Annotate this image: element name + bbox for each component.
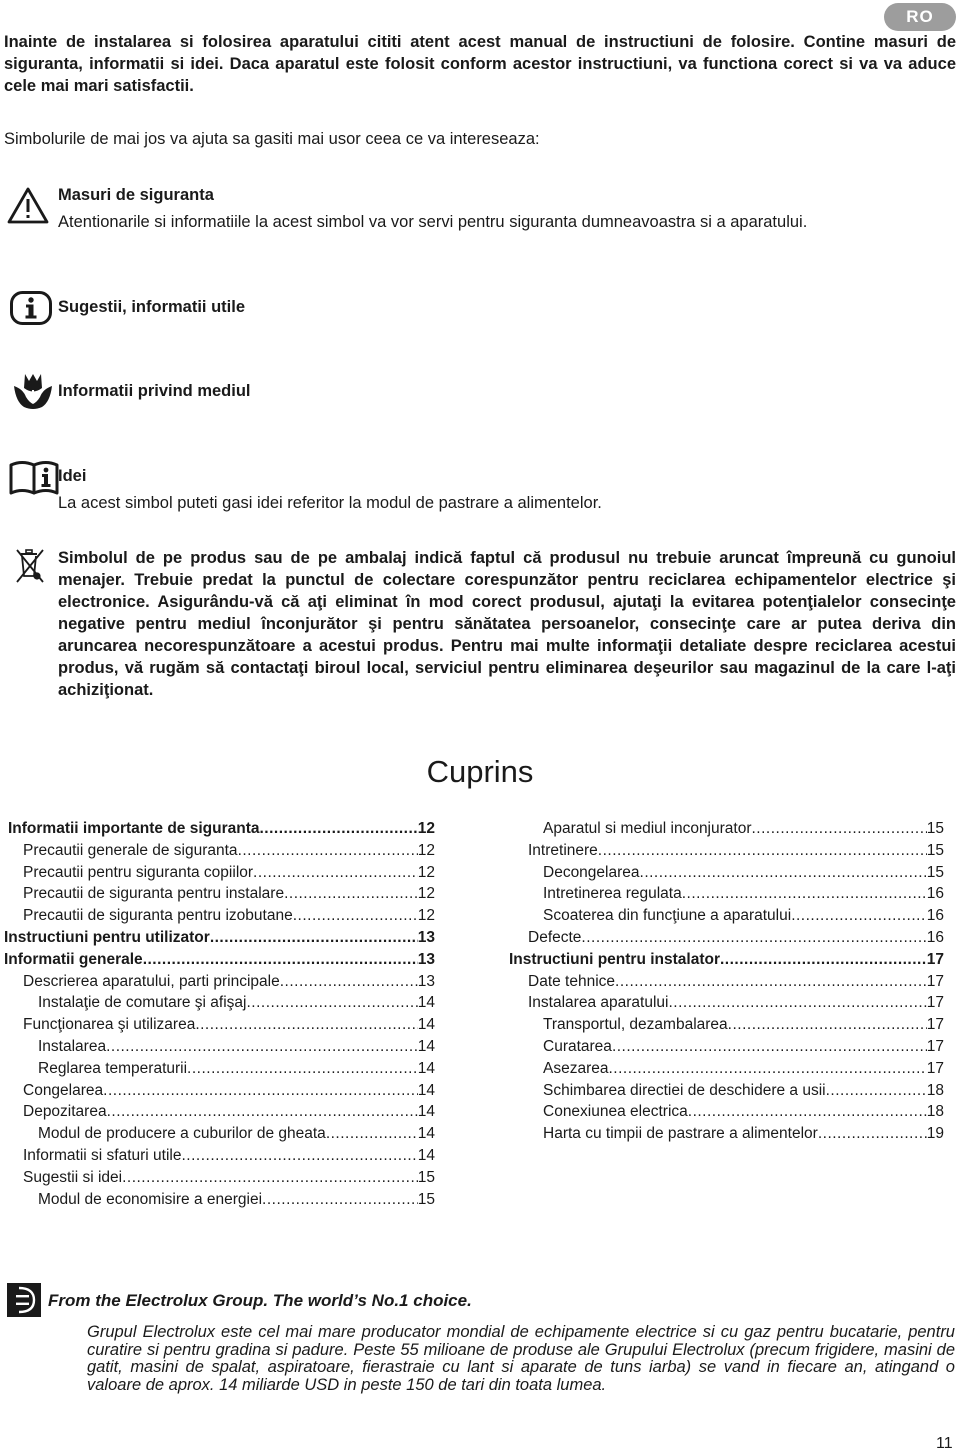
toc-leader-dots <box>107 1101 418 1123</box>
ideas-title: Idei <box>58 467 87 485</box>
toc-entry-label: Modul de economisire a energiei <box>38 1190 263 1208</box>
toc-entry-label: Intretinerea regulata <box>543 885 682 903</box>
toc-entry <box>509 971 944 993</box>
intro-paragraph: Inainte de instalarea si folosirea aparatului cititi atent acest manual de instructiuni de folosire. Contine masuri de siguranta, informatii si idei. Daca aparatul este folosit conform acestor instructiuni, va functiona corect si va va aduce cele mai mari satisfactii. <box>4 33 956 95</box>
toc-entry-label: Decongelarea <box>543 863 640 881</box>
toc-entry-page: 14 <box>417 1103 435 1121</box>
toc-entry-page: 15 <box>926 820 944 837</box>
toc-entry-page: 15 <box>926 863 944 881</box>
toc-entry-page: 16 <box>926 928 944 946</box>
toc-entry-page: 15 <box>417 1190 435 1208</box>
toc-entry <box>4 971 435 993</box>
toc-entry-page: 17 <box>926 950 944 968</box>
toc-entry <box>4 1101 435 1123</box>
toc-entry-page: 13 <box>417 972 435 990</box>
toc-entry-page: 16 <box>926 907 944 925</box>
toc-entry-label: Curatarea <box>543 1037 612 1055</box>
toc-entry <box>4 927 435 949</box>
toc-entry-page: 19 <box>926 1125 944 1143</box>
toc-entry-label: Asezarea <box>543 1059 609 1077</box>
toc-entry <box>4 883 435 905</box>
toc-leader-dots <box>791 905 927 927</box>
toc-entry-page: 17 <box>926 1016 944 1034</box>
toc-entry-label: Precautii pentru siguranta copiilor <box>23 863 254 881</box>
toc-entry-page: 14 <box>417 1081 435 1099</box>
language-badge: RO <box>884 3 956 31</box>
toc-left-column <box>4 818 435 1210</box>
toc-entry <box>509 1014 944 1036</box>
toc-entry-label: Informatii si sfaturi utile <box>23 1146 182 1164</box>
toc-entry-page: 15 <box>926 841 944 859</box>
toc-entry-label: Depozitarea <box>23 1103 107 1121</box>
electrolux-slogan: From the Electrolux Group. The world’s No.1 choice. <box>48 1291 472 1310</box>
toc-entry-page: 17 <box>926 1037 944 1055</box>
toc-entry <box>4 905 435 927</box>
toc-leader-dots <box>259 818 417 840</box>
toc-leader-dots <box>187 1058 418 1080</box>
toc-entry <box>4 1189 435 1211</box>
toc-entry-label: Scoaterea din funcţiune a aparatului <box>543 907 792 925</box>
toc-entry-page: 12 <box>417 907 435 925</box>
toc-leader-dots <box>143 949 418 971</box>
toc-entry-page: 13 <box>417 950 435 968</box>
toc-entry-label: Transportul, dezambalarea <box>543 1016 728 1034</box>
toc-entry-label: Intretinere <box>528 841 598 859</box>
toc-leader-dots <box>195 1014 417 1036</box>
toc-entry-page: 14 <box>417 994 435 1012</box>
toc-entry-label: Modul de producere a cuburilor de gheata <box>38 1125 326 1143</box>
toc-entry-page: 17 <box>926 1059 944 1077</box>
book-info-icon <box>9 459 59 495</box>
toc-entry <box>4 1014 435 1036</box>
toc-entry-label: Defecte <box>528 928 582 946</box>
toc-entry <box>4 1123 435 1145</box>
toc-leader-dots <box>598 840 927 862</box>
toc-leader-dots <box>752 818 927 840</box>
toc-leader-dots <box>728 1014 927 1036</box>
toc-entry-page: 18 <box>926 1103 944 1121</box>
toc-entry <box>509 1058 944 1080</box>
toc-leader-dots <box>182 1145 418 1167</box>
toc-entry-page: 14 <box>417 1146 435 1164</box>
toc-leader-dots <box>210 927 418 949</box>
toc-entry-label: Conexiunea electrica <box>543 1103 688 1121</box>
safety-title: Masuri de siguranta <box>58 186 214 204</box>
electrolux-text: Grupul Electrolux este cel mai mare producator mondial de echipamente electrice si cu gaz pentru bucatarie, pentru curatire si pentru gradina si padure. Peste 55 milioane de produse ale Grupului Electrolux (precum frigidere, masini de gatit, masini de spalat, aspiratoare, fierastraie cu lant si aparate de tuns iarba) se vand in fiecare an, atingand o valoare de aprox. 14 miliarde USD in peste 150 de tari din toata lumea. <box>87 1323 955 1394</box>
toc-entry <box>4 1167 435 1189</box>
toc-leader-dots <box>122 1167 418 1189</box>
toc-entry-page: 15 <box>417 1168 435 1186</box>
flower-hand-icon <box>12 372 54 410</box>
toc-entry-page: 14 <box>417 1016 435 1034</box>
toc-entry <box>4 949 435 971</box>
toc-entry-label: Instructiuni pentru instalator <box>509 950 720 968</box>
toc-entry-label: Precautii de siguranta pentru instalare <box>23 885 285 903</box>
toc-entry <box>4 1058 435 1080</box>
toc-entry <box>509 862 944 884</box>
toc-entry-label: Descrierea aparatului, parti principale <box>23 972 280 990</box>
toc-leader-dots <box>818 1123 927 1145</box>
toc-leader-dots <box>608 1058 926 1080</box>
toc-entry <box>509 840 944 862</box>
toc-entry-page: 14 <box>417 1059 435 1077</box>
toc-entry <box>509 905 944 927</box>
toc-entry-label: Informatii generale <box>4 950 143 968</box>
toc-entry-label: Reglarea temperaturii <box>38 1059 188 1077</box>
toc-entry <box>4 818 435 840</box>
toc-entry-label: Funcţionarea şi utilizarea <box>23 1016 196 1034</box>
toc-entry <box>509 818 944 840</box>
toc-entry <box>4 1080 435 1102</box>
toc-entry-page: 14 <box>417 1125 435 1143</box>
toc-leader-dots <box>581 927 926 949</box>
toc-right-column <box>509 818 944 1145</box>
toc-entry <box>4 840 435 862</box>
toc-entry-label: Instalarea aparatului <box>528 994 669 1012</box>
toc-entry-label: Aparatul si mediul inconjurator <box>543 820 752 837</box>
toc-entry <box>509 992 944 1014</box>
toc-leader-dots <box>247 992 418 1014</box>
toc-entry-page: 17 <box>926 972 944 990</box>
symbols-intro: Simbolurile de mai jos va ajuta sa gasiti mai usor ceea ce va intereseaza: <box>4 130 540 148</box>
toc-leader-dots <box>688 1101 927 1123</box>
toc-entry-page: 12 <box>417 863 435 881</box>
toc-entry <box>4 1036 435 1058</box>
toc-leader-dots <box>668 992 926 1014</box>
crossed-bin-icon <box>15 546 45 584</box>
toc-entry-label: Informatii importante de siguranta <box>8 820 260 837</box>
electrolux-logo-icon <box>7 1283 41 1317</box>
toc-entry-label: Harta cu timpii de pastrare a alimentelor <box>543 1125 818 1143</box>
weee-text: Simbolul de pe produs sau de pe ambalaj indică faptul că produsul nu trebuie aruncat împreună cu gunoiul menajer. Trebuie predat la punctul de colectare corespunzător pentru reciclarea echipamentelor electrice şi electronice. Asigurându-vă că aţi eliminat în mod corect produsul, ajutaţi la evitarea potenţialelor consecinţe negative pentru mediul înconjurător şi pentru sănătatea persoanelor, consecinţe care ar putea deriva din aruncarea necorespunzătoare a acestui produs. Pentru mai multe informaţii detaliate despre reciclarea acestui produs, vă rugăm să contactaţi biroul local, serviciul pentru eliminarea deşeurilor sau magazinul de la care l-aţi achiziţionat. <box>58 549 956 699</box>
toc-leader-dots <box>284 883 418 905</box>
toc-entry <box>509 1036 944 1058</box>
toc-entry-label: Schimbarea directiei de deschidere a usii <box>543 1081 826 1099</box>
toc-entry <box>509 883 944 905</box>
toc-leader-dots <box>253 862 418 884</box>
toc-entry <box>509 1123 944 1145</box>
toc-entry-page: 12 <box>417 841 435 859</box>
toc-leader-dots <box>720 949 927 971</box>
toc-entry-page: 13 <box>417 928 435 946</box>
toc-leader-dots <box>293 905 418 927</box>
toc-leader-dots <box>238 840 418 862</box>
toc-entry <box>509 927 944 949</box>
toc-leader-dots <box>615 971 927 993</box>
page-number: 11 <box>936 1435 953 1452</box>
toc-entry-page: 12 <box>417 885 435 903</box>
toc-entry-label: Precautii generale de siguranta <box>23 841 238 859</box>
toc-entry-page: 12 <box>417 820 435 837</box>
toc-leader-dots <box>326 1123 418 1145</box>
toc-entry-label: Instructiuni pentru utilizator <box>4 928 210 946</box>
toc-leader-dots <box>103 1080 418 1102</box>
toc-entry-label: Congelarea <box>23 1081 104 1099</box>
toc-entry <box>509 949 944 971</box>
toc-leader-dots <box>682 883 927 905</box>
info-icon <box>10 291 52 325</box>
toc-entry-page: 14 <box>417 1037 435 1055</box>
toc-entry-label: Instalarea <box>38 1037 107 1055</box>
toc-leader-dots <box>640 862 927 884</box>
toc-entry <box>509 1101 944 1123</box>
tips-title: Sugestii, informatii utile <box>58 298 246 316</box>
toc-entry-page: 16 <box>926 885 944 903</box>
warning-triangle-icon <box>6 186 50 226</box>
toc-entry-page: 18 <box>926 1081 944 1099</box>
toc-leader-dots <box>106 1036 418 1058</box>
ideas-text: La acest simbol puteti gasi idei referitor la modul de pastrare a alimentelor. <box>58 494 602 512</box>
toc-entry-label: Instalaţie de comutare şi afişaj <box>38 994 247 1012</box>
toc-entry <box>509 1080 944 1102</box>
toc-entry-page: 17 <box>926 994 944 1012</box>
toc-entry-label: Sugestii si idei <box>23 1168 123 1186</box>
toc-leader-dots <box>826 1080 927 1102</box>
toc-entry-label: Date tehnice <box>528 972 616 990</box>
toc-leader-dots <box>612 1036 927 1058</box>
toc-entry-label: Precautii de siguranta pentru izobutane <box>23 907 293 925</box>
toc-entry <box>4 1145 435 1167</box>
toc-title: Cuprins <box>426 754 534 789</box>
toc-leader-dots <box>262 1189 418 1211</box>
environment-title: Informatii privind mediul <box>58 382 251 400</box>
toc-entry <box>4 862 435 884</box>
toc-entry <box>4 992 435 1014</box>
toc-leader-dots <box>280 971 418 993</box>
safety-text: Atentionarile si informatiile la acest simbol va vor servi pentru siguranta dumneavoastra si a aparatului. <box>58 213 808 231</box>
